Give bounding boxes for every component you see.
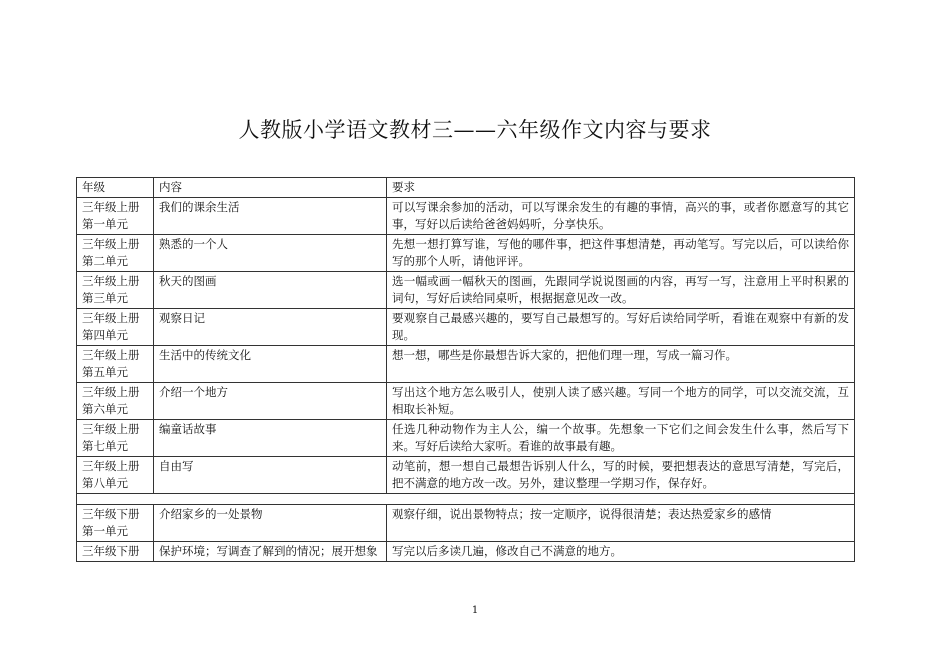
composition-requirements-table <box>76 177 855 562</box>
content-cell: 熟悉的一个人 <box>154 235 387 272</box>
table-row <box>77 420 855 457</box>
requirement-cell: 动笔前，想一想自己最想告诉别人什么，写的时候，要把想表达的意思写清楚，写完后，把不满意的地方改一改。另外，建议整理一学期习作，保存好。 <box>387 457 855 494</box>
table-row <box>77 542 855 562</box>
content-cell: 编童话故事 <box>154 420 387 457</box>
content-cell: 生活中的传统文化 <box>154 346 387 383</box>
grade-line: 三年级上册 <box>82 385 140 399</box>
grade-cell <box>77 198 154 235</box>
requirement-cell: 写出这个地方怎么吸引人，使别人读了感兴趣。写同一个地方的同学，可以交流交流，互相取长补短。 <box>387 383 855 420</box>
requirement-cell: 想一想，哪些是你最想告诉大家的，把他们理一理，写成一篇习作。 <box>387 346 855 383</box>
table-row <box>77 505 855 542</box>
content-cell: 秋天的图画 <box>154 272 387 309</box>
table-row <box>77 457 855 494</box>
grade-line: 第一单元 <box>82 524 128 538</box>
requirement-cell: 观察仔细，说出景物特点；按一定顺序，说得很清楚；表达热爱家乡的感情 <box>387 505 855 542</box>
grade-cell <box>77 420 154 457</box>
content-cell: 我们的课余生活 <box>154 198 387 235</box>
table-body <box>77 178 855 562</box>
requirement-cell: 写完以后多读几遍，修改自己不满意的地方。 <box>387 542 855 562</box>
table-row <box>77 198 855 235</box>
requirement-cell: 要观察自己最感兴趣的，要写自己最想写的。写好后读给同学听，看谁在观察中有新的发现。 <box>387 309 855 346</box>
grade-cell <box>77 383 154 420</box>
grade-line: 三年级上册 <box>82 348 140 362</box>
table-row <box>77 235 855 272</box>
content-cell: 自由写 <box>154 457 387 494</box>
grade-line: 三年级上册 <box>82 237 140 251</box>
grade-line: 第二单元 <box>82 254 128 268</box>
table-row <box>77 272 855 309</box>
grade-line: 三年级下册 <box>82 507 140 521</box>
grade-line: 第三单元 <box>82 291 128 305</box>
content-cell: 观察日记 <box>154 309 387 346</box>
grade-cell <box>77 272 154 309</box>
requirement-cell: 任选几种动物作为主人公，编一个故事。先想象一下它们之间会发生什么事，然后写下来。写好后读给大家听。看谁的故事最有趣。 <box>387 420 855 457</box>
table-row <box>77 309 855 346</box>
grade-cell <box>77 542 154 562</box>
content-cell: 保护环境；写调查了解到的情况；展开想象 <box>154 542 387 562</box>
header-grade: 年级 <box>77 178 154 198</box>
grade-line: 三年级上册 <box>82 311 140 325</box>
grade-cell <box>77 457 154 494</box>
grade-line: 第一单元 <box>82 217 128 231</box>
page-title: 人教版小学语文教材三——六年级作文内容与要求 <box>238 118 712 142</box>
grade-line: 第八单元 <box>82 476 128 490</box>
page-number: 1 <box>471 605 479 616</box>
content-cell: 介绍一个地方 <box>154 383 387 420</box>
grade-line: 三年级上册 <box>82 274 140 288</box>
grade-cell <box>77 235 154 272</box>
grade-line: 第七单元 <box>82 439 128 453</box>
requirement-cell: 先想一想打算写谁，写他的哪件事，把这件事想清楚，再动笔写。写完以后，可以读给你写的那个人听，请他评评。 <box>387 235 855 272</box>
grade-line: 三年级上册 <box>82 200 140 214</box>
requirement-cell: 可以写课余参加的活动，可以写课余发生的有趣的事情，高兴的事，或者你愿意写的其它事，写好以后读给爸爸妈妈听，分享快乐。 <box>387 198 855 235</box>
table-header-row <box>77 178 855 198</box>
header-requirement: 要求 <box>387 178 855 198</box>
requirement-cell: 选一幅或画一幅秋天的图画，先跟同学说说图画的内容，再写一写，注意用上平时积累的词句，写好后读给同桌听，根据据意见改一改。 <box>387 272 855 309</box>
grade-line: 三年级上册 <box>82 459 140 473</box>
header-content: 内容 <box>154 178 387 198</box>
content-cell: 介绍家乡的一处景物 <box>154 505 387 542</box>
grade-line: 第五单元 <box>82 365 128 379</box>
table-row <box>77 346 855 383</box>
blank-separator-row <box>77 494 855 505</box>
grade-line: 三年级下册 <box>82 544 140 558</box>
grade-cell <box>77 346 154 383</box>
table-row <box>77 383 855 420</box>
grade-line: 第四单元 <box>82 328 128 342</box>
blank-cell <box>77 494 855 505</box>
grade-line: 三年级上册 <box>82 422 140 436</box>
grade-line: 第六单元 <box>82 402 128 416</box>
grade-cell <box>77 309 154 346</box>
grade-cell <box>77 505 154 542</box>
